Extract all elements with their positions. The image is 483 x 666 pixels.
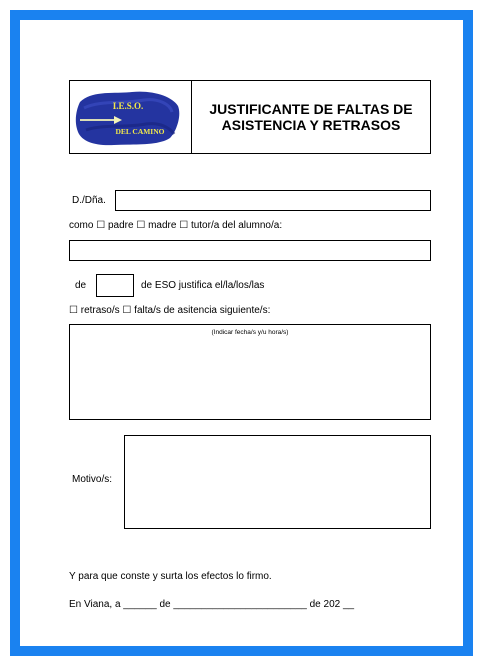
page-frame	[10, 10, 473, 656]
reason-label: Motivo/s:	[72, 474, 113, 485]
school-logo	[74, 88, 182, 148]
dates-field[interactable]	[69, 324, 431, 420]
name-field[interactable]	[115, 190, 431, 211]
logo-text-bottom: DEL CAMINO	[115, 127, 165, 136]
title-cell	[192, 81, 430, 153]
type-line: ☐ retraso/s ☐ falta/s de asitencia siguiente/s:	[69, 305, 271, 316]
form-title: JUSTIFICANTE DE FALTAS DE ASISTENCIA Y RETRASOS	[209, 101, 413, 133]
reason-field[interactable]	[124, 435, 431, 529]
name-label: D./Dña.	[72, 195, 106, 206]
student-name-field[interactable]	[69, 240, 431, 261]
logo-cell	[70, 81, 192, 153]
form-header	[69, 80, 431, 154]
course-prefix: de	[75, 280, 87, 291]
logo-text-top: I.E.S.O.	[112, 101, 144, 111]
statement-text: Y para que conste y surta los efectos lo firmo.	[69, 571, 272, 582]
course-field[interactable]	[96, 274, 134, 297]
signature-line: En Viana, a ______ de ________________________ de 202 __	[69, 599, 355, 610]
form-page	[20, 20, 463, 646]
relation-line: como ☐ padre ☐ madre ☐ tutor/a del alumno/a:	[69, 220, 283, 231]
dates-hint: (Indicar fecha/s y/u hora/s)	[211, 329, 289, 336]
course-suffix: de ESO justifica el/la/los/las	[141, 280, 265, 291]
